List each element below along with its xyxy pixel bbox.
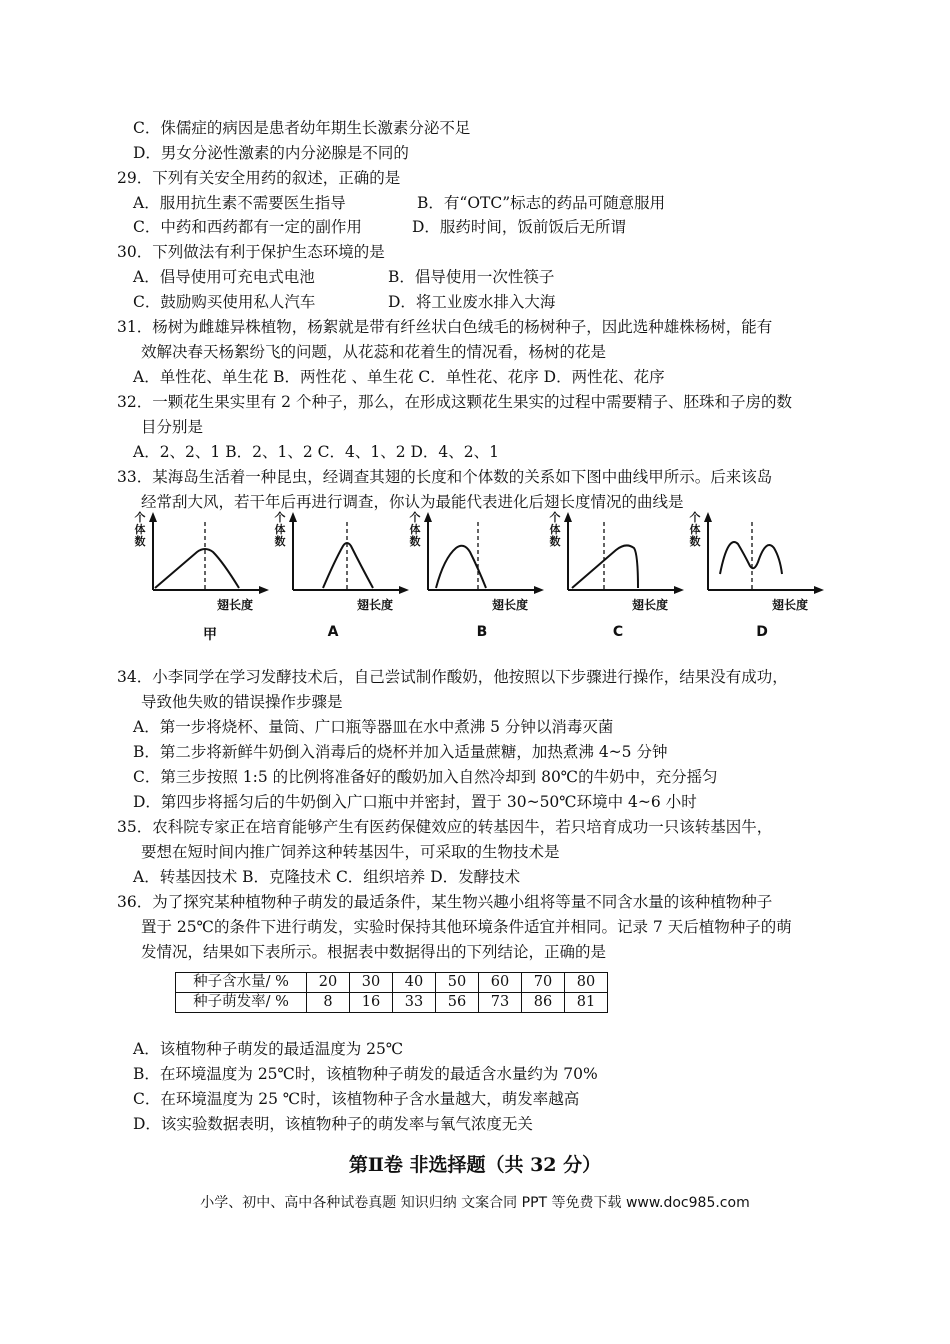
q34-option-d: D．第四步将摇匀后的牛奶倒入广口瓶中并密封，置于 30~50℃环境中 4~6 小时	[133, 793, 697, 811]
graph-y-label: 个体数	[409, 511, 421, 548]
table-cell: 56	[436, 993, 479, 1013]
q35-options: A．转基因技术 B．克隆技术 C．组织培养 D．发酵技术	[133, 868, 521, 886]
table-cell: 40	[393, 973, 436, 993]
table-cell: 86	[522, 993, 565, 1013]
table-header: 种子萌发率/ %	[176, 993, 307, 1013]
question-36-cont: 置于 25℃的条件下进行萌发，实验时保持其他环境条件适宜并相同。记录 7 天后植物种子的萌	[141, 918, 792, 936]
question-33: 33．某海岛生活着一种昆虫，经调查其翅的长度和个体数的关系如下图中曲线甲所示。后来该岛	[117, 468, 773, 486]
graph-x-label: 翅长度	[217, 598, 254, 612]
q28-option-c: C．侏儒症的病因是患者幼年期生长激素分泌不足	[133, 119, 471, 137]
q30-option-d: D．将工业废水排入大海	[388, 293, 556, 311]
graph-x-label: 翅长度	[492, 598, 529, 612]
table-cell: 16	[350, 993, 393, 1013]
question-29: 29．下列有关安全用药的叙述，正确的是	[117, 169, 401, 187]
footer: 小学、初中、高中各种试卷真题 知识归纳 文案合同 PPT 等免费下载 www.doc985.com	[200, 1195, 750, 1211]
question-35-cont: 要想在短时间内推广饲养这种转基因牛，可采取的生物技术是	[141, 843, 560, 861]
q36-option-b: B．在环境温度为 25℃时，该植物种子萌发的最适含水量约为 70%	[133, 1065, 598, 1083]
q33-graphs	[115, 510, 835, 660]
q29-option-b: B．有“OTC”标志的药品可随意服用	[417, 194, 666, 212]
graph-y-label: 个体数	[689, 511, 701, 548]
question-36: 36．为了探究某种植物种子萌发的最适条件，某生物兴趣小组将等量不同含水量的该种植物种子	[117, 893, 773, 911]
graph-y-label: 个体数	[274, 511, 286, 548]
graph-b-plot	[410, 510, 550, 610]
question-32: 32．一颗花生果实里有 2 个种子，那么，在形成这颗花生果实的过程中需要精子、胚珠和子房的数	[117, 393, 792, 411]
q34-option-b: B．第二步将新鲜牛奶倒入消毒后的烧杯并加入适量蔗糖，加热煮沸 4~5 分钟	[133, 743, 668, 761]
question-34-cont: 导致他失败的错误操作步骤是	[141, 693, 343, 711]
question-30: 30．下列做法有利于保护生态环境的是	[117, 243, 385, 261]
table-cell: 50	[436, 973, 479, 993]
graph-x-label: 翅长度	[772, 598, 809, 612]
germination-table	[175, 972, 608, 1013]
graph-a	[275, 510, 415, 650]
section-title: 第Ⅱ卷 非选择题（共 32 分）	[348, 1154, 602, 1176]
q30-option-c: C．鼓励购买使用私人汽车	[133, 293, 316, 311]
graph-label-d: D	[756, 624, 768, 640]
graph-label-c: C	[612, 624, 624, 640]
q36-option-c: C．在环境温度为 25 ℃时，该植物种子含水量越大，萌发率越高	[133, 1090, 580, 1108]
q28-option-d: D．男女分泌性激素的内分泌腺是不同的	[133, 144, 409, 162]
question-31-cont: 效解决春天杨絮纷飞的问题，从花蕊和花着生的情况看，杨树的花是	[141, 343, 607, 361]
question-33-cont: 经常刮大风，若干年后再进行调查，你认为最能代表进化后翅长度情况的曲线是	[141, 493, 684, 511]
q36-option-d: D．该实验数据表明，该植物种子的萌发率与氧气浓度无关	[133, 1115, 533, 1133]
q29-option-a: A．服用抗生素不需要医生指导	[133, 194, 346, 212]
graph-d	[690, 510, 830, 650]
table-cell: 8	[307, 993, 350, 1013]
q34-option-c: C．第三步按照 1:5 的比例将准备好的酸奶加入自然冷却到 80℃的牛奶中，充分摇匀	[133, 768, 718, 786]
table-cell: 60	[479, 973, 522, 993]
graph-label-jia: 甲	[203, 627, 217, 643]
graph-label-a: A	[327, 624, 339, 640]
graph-b	[410, 510, 550, 650]
question-32-cont: 目分别是	[141, 418, 204, 436]
graph-a-plot	[275, 510, 415, 610]
table-cell: 30	[350, 973, 393, 993]
table-cell: 73	[479, 993, 522, 1013]
table-row	[176, 993, 608, 1013]
graph-y-label: 个体数	[134, 511, 146, 548]
graph-label-b: B	[476, 624, 488, 640]
graph-c-plot	[550, 510, 690, 610]
graph-y-label: 个体数	[549, 511, 561, 548]
q29-option-d: D．服药时间，饭前饭后无所谓	[412, 218, 626, 236]
q31-options: A．单性花、单生花 B．两性花 、单生花 C．单性花、花序 D．两性花、花序	[133, 368, 665, 386]
graph-x-label: 翅长度	[357, 598, 394, 612]
graph-d-plot	[690, 510, 830, 610]
table-cell: 80	[565, 973, 608, 993]
q29-option-c: C．中药和西药都有一定的副作用	[133, 218, 362, 236]
question-34: 34．小李同学在学习发酵技术后，自己尝试制作酸奶，他按照以下步骤进行操作，结果没有成功，	[117, 668, 788, 686]
q36-option-a: A．该植物种子萌发的最适温度为 25℃	[133, 1040, 404, 1058]
table-cell: 20	[307, 973, 350, 993]
graph-jia-plot	[135, 510, 275, 610]
table-row	[176, 973, 608, 993]
question-35: 35．农科院专家正在培育能够产生有医药保健效应的转基因牛，若只培育成功一只该转基因牛，	[117, 818, 773, 836]
q34-option-a: A．第一步将烧杯、量筒、广口瓶等器皿在水中煮沸 5 分钟以消毒灭菌	[133, 718, 614, 736]
table-cell: 81	[565, 993, 608, 1013]
question-36-cont2: 发情况，结果如下表所示。根据表中数据得出的下列结论，正确的是	[141, 943, 607, 961]
table-cell: 70	[522, 973, 565, 993]
q30-option-a: A．倡导使用可充电式电池	[133, 268, 315, 286]
graph-jia	[135, 510, 275, 650]
question-31: 31．杨树为雌雄异株植物，杨絮就是带有纤丝状白色绒毛的杨树种子，因此选种雄株杨树，能有	[117, 318, 773, 336]
table-cell: 33	[393, 993, 436, 1013]
q30-option-b: B．倡导使用一次性筷子	[388, 268, 555, 286]
table-header: 种子含水量/ %	[176, 973, 307, 993]
graph-x-label: 翅长度	[632, 598, 669, 612]
graph-c	[550, 510, 690, 650]
q32-options: A．2、2、1 B．2、1、2 C．4、1、2 D．4、2、1	[133, 443, 499, 461]
